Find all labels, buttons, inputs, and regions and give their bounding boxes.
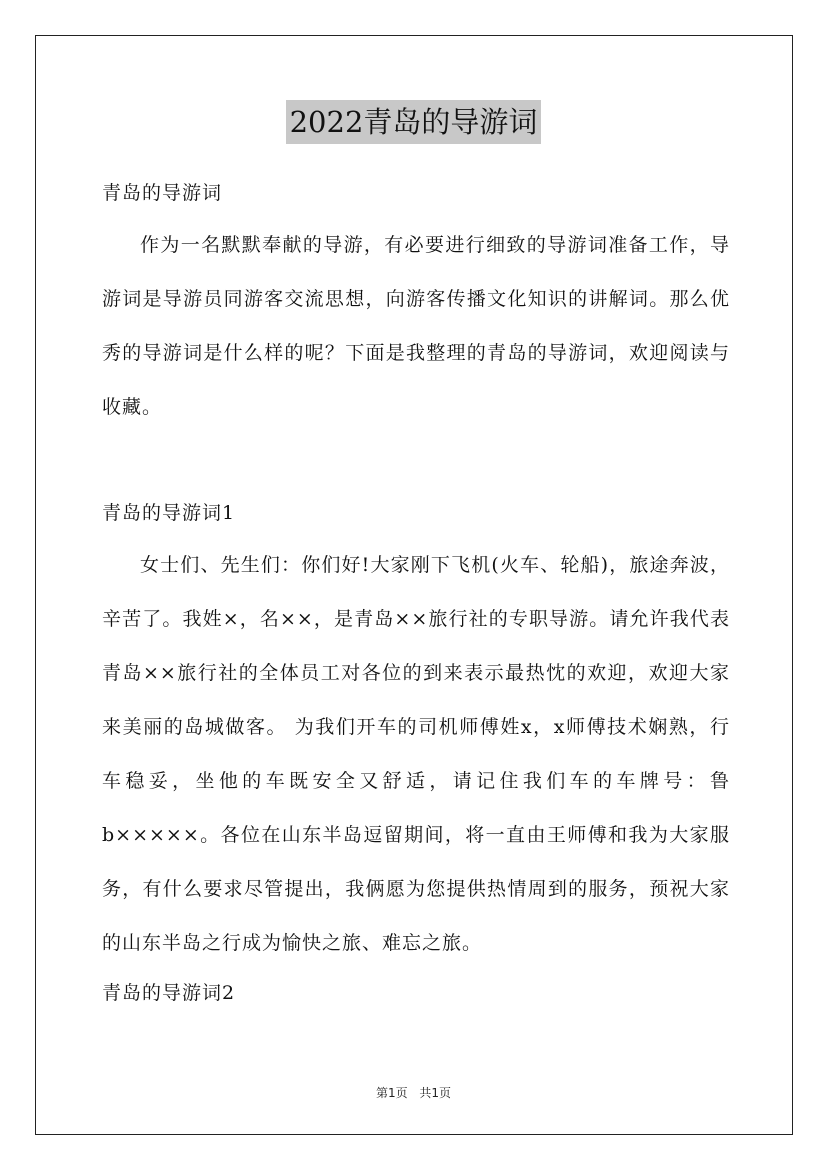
page-footer xyxy=(0,1084,827,1101)
document-body xyxy=(102,170,730,1016)
section-heading-2: 青岛的导游词2 xyxy=(102,982,236,1004)
page-number: 第1页 xyxy=(375,1086,408,1100)
page-total: 共1页 xyxy=(419,1086,452,1100)
section-heading-1: 青岛的导游词1 xyxy=(102,502,236,524)
section-paragraph-1: 女士们、先生们：你们好!大家刚下飞机(火车、轮船)，旅途奔波，辛苦了。我姓×，名××，是青岛××旅行社的专职导游。请允许我代表青岛××旅行社的全体员工对各位的到来表示最热忱的欢迎，欢迎大家来美丽的岛城做客。 为我们开车的司机师傅姓x，x师傅技术娴熟，行车稳妥，坐他的车既安全又舒适，请记住我们车的车牌号：鲁b×××××。各位在山东半岛逗留期间，将一直由王师傅和我为大家服务，有什么要求尽管提出，我俩愿为您提供热情周到的服务，预祝大家的山东半岛之行成为愉快之旅、难忘之旅。 xyxy=(102,554,730,954)
title-container xyxy=(0,100,827,144)
section-paragraph-intro: 作为一名默默奉献的导游，有必要进行细致的导游词准备工作，导游词是导游员同游客交流思想，向游客传播文化知识的讲解词。那么优秀的导游词是什么样的呢？下面是我整理的青岛的导游词，欢迎阅读与收藏。 xyxy=(102,234,730,418)
section-heading-intro: 青岛的导游词 xyxy=(102,182,223,204)
document-title: 2022青岛的导游词 xyxy=(286,100,542,144)
